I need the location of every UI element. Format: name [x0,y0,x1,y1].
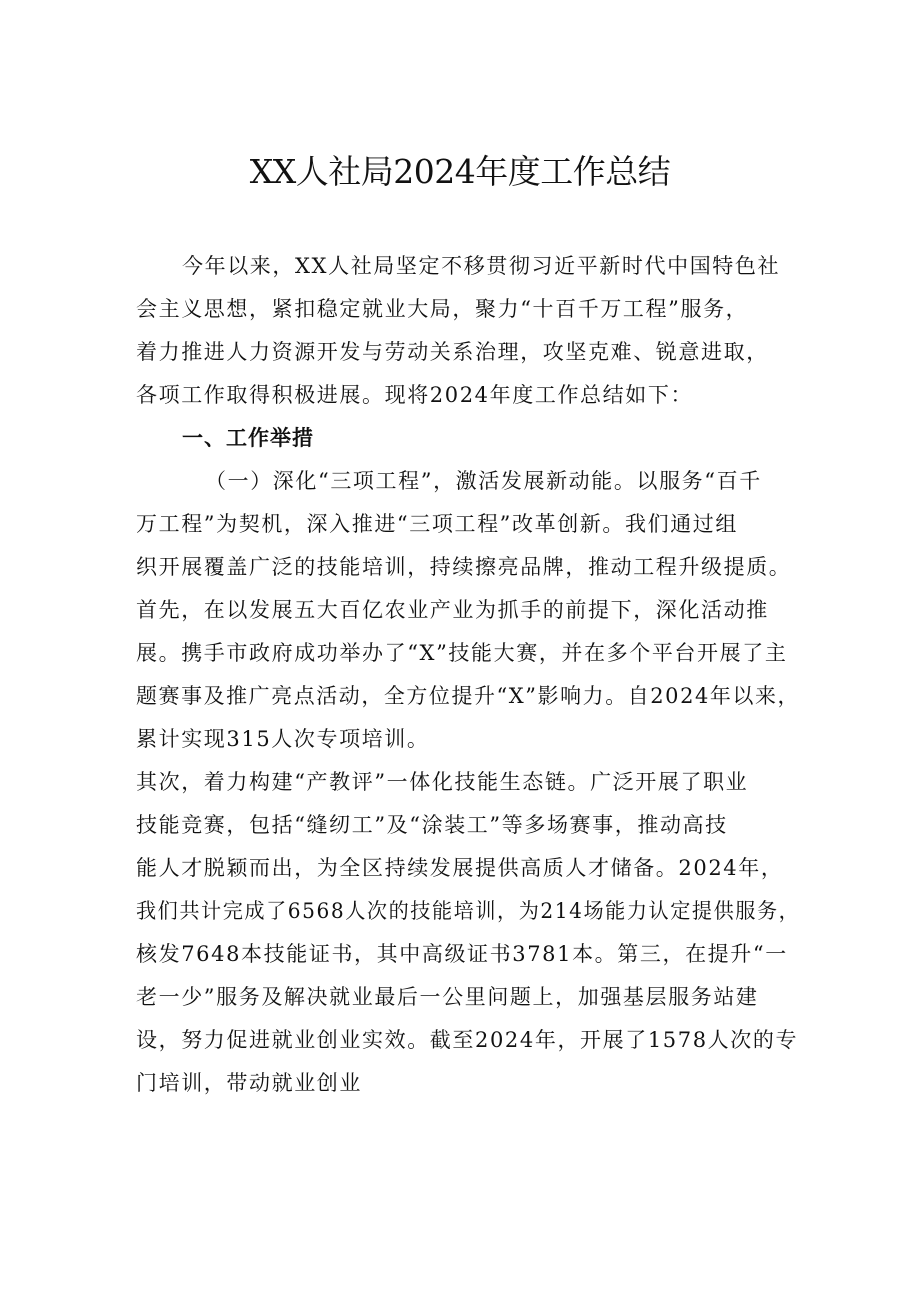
para2-line-7: 设，努力促进就业创业实效。截至2024年，开展了1578人次的专 [136,1028,799,1052]
para1-line-2: 万工程”为契机，深入推进“三项工程”改革创新。我们通过组 [136,512,739,536]
para2-line-6: 老一少”服务及解决就业最后一公里问题上，加强基层服务站建 [136,985,759,1009]
para1-line-7: 累计实现315人次专项培训。 [136,727,430,751]
para2-line-5: 核发7648本技能证书，其中高级证书3781本。第三，在提升“一 [136,942,788,966]
para2-line-4: 我们共计完成了6568人次的技能培训，为214场能力认定提供服务， [136,899,801,923]
para1-line-5: 展。携手市政府成功举办了“X”技能大赛，并在多个平台开展了主 [136,641,788,665]
intro-line-1: 今年以来，XX人社局坚定不移贯彻习近平新时代中国特色社 [182,254,781,278]
para1-line-1: （一）深化“三项工程”，激活发展新动能。以服务“百千 [205,469,762,493]
para2-line-2: 技能竞赛，包括“缝纫工”及“涂装工”等多场赛事，推动高技 [136,813,728,837]
intro-line-4: 各项工作取得积极进展。现将2024年度工作总结如下： [136,383,694,407]
para1-line-3: 织开展覆盖广泛的技能培训，持续擦亮品牌，推动工程升级提质。 [136,555,792,579]
para1-line-4: 首先，在以发展五大百亿农业产业为抓手的前提下，深化活动推 [136,598,769,622]
para1-line-6: 题赛事及推广亮点活动，全方位提升“X”影响力。自2024年以来， [136,684,801,708]
para2-line-3: 能人才脱颖而出，为全区持续发展提供高质人才储备。2024年， [136,856,784,880]
para2-line-1: 其次，着力构建“产教评”一体化技能生态链。广泛开展了职业 [136,770,749,794]
document-title: XX人社局2024年度工作总结 [249,152,671,191]
intro-line-3: 着力推进人力资源开发与劳动关系治理，攻坚克难、锐意进取， [136,340,769,364]
section-heading: 一、工作举措 [182,425,314,450]
intro-line-2: 会主义思想，紧扣稳定就业大局，聚力“十百千万工程”服务， [136,297,749,321]
para2-line-8: 门培训，带动就业创业 [136,1071,362,1095]
